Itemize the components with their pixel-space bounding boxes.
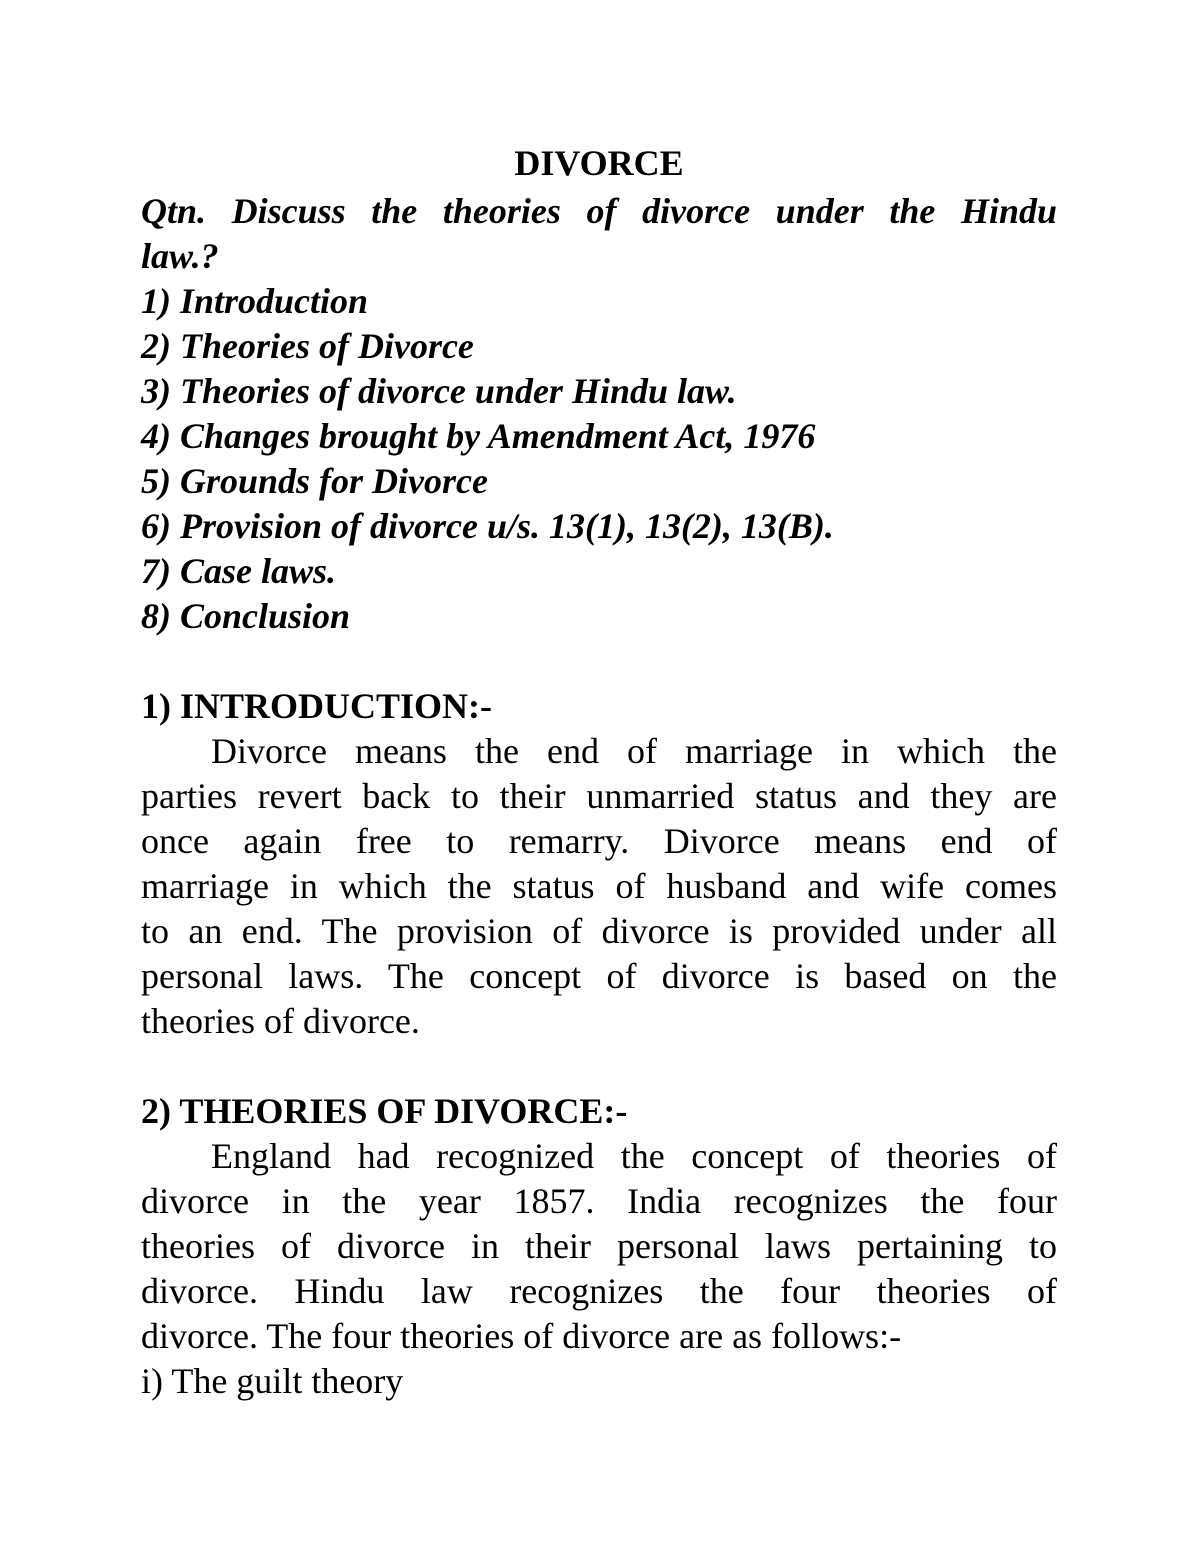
question-line-1: Qtn. Discuss the theories of divorce under the Hindu [141,191,1057,231]
paragraph-line: to an end. The provision of divorce is provided under all [141,911,1057,951]
list-item: i) The guilt theory [141,1361,404,1401]
paragraph-line: theories of divorce in their personal laws pertaining to [141,1226,1057,1266]
outline-item: 3) Theories of divorce under Hindu law. [141,371,737,411]
paragraph-line: parties revert back to their unmarried status and they are [141,776,1057,816]
paragraph-line: personal laws. The concept of divorce is based on the [141,956,1057,996]
document-title: DIVORCE [514,143,684,183]
paragraph-line: theories of divorce. [141,1001,420,1041]
paragraph-line: divorce. Hindu law recognizes the four theories of [141,1271,1057,1311]
outline-item: 4) Changes brought by Amendment Act, 1976 [141,416,816,456]
outline-item: 7) Case laws. [141,551,337,591]
outline-item: 6) Provision of divorce u/s. 13(1), 13(2), 13(B). [141,506,834,546]
outline-item: 8) Conclusion [141,596,351,636]
section-heading-theories: 2) THEORIES OF DIVORCE:- [141,1091,628,1131]
paragraph-line: Divorce means the end of marriage in which the [211,731,1057,771]
question-line-2: law.? [141,236,219,276]
paragraph-line: marriage in which the status of husband and wife comes [141,866,1057,906]
paragraph-line: divorce. The four theories of divorce are as follows:- [141,1316,902,1356]
paragraph-line: divorce in the year 1857. India recognizes the four [141,1181,1057,1221]
section-heading-introduction: 1) INTRODUCTION:- [141,686,492,726]
outline-item: 2) Theories of Divorce [141,326,474,366]
outline-item: 1) Introduction [141,281,369,321]
paragraph-line: once again free to remarry. Divorce means end of [141,821,1057,861]
outline-item: 5) Grounds for Divorce [141,461,488,501]
paragraph-line: England had recognized the concept of theories of [211,1136,1057,1176]
